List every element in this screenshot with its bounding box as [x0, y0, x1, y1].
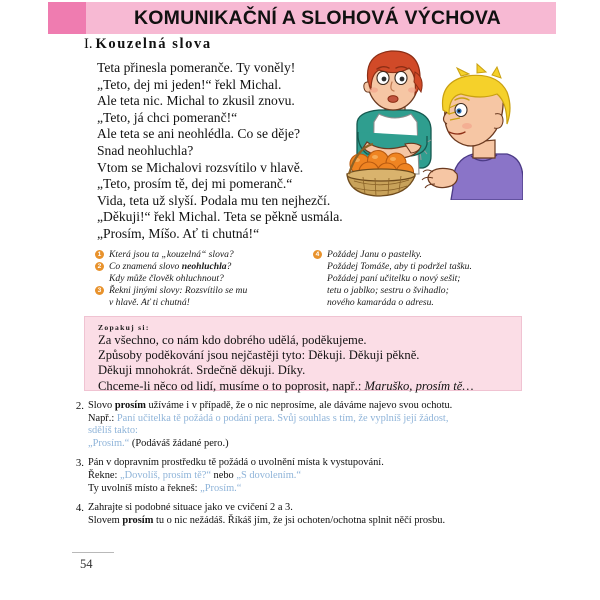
text-span: Pán v dopravním prostředku tě požádá o uvolnění místa k vystupování. [88, 457, 384, 469]
question-number-badge: 3 [95, 286, 104, 295]
question-line: nového kamaráda o adresu. [327, 297, 434, 308]
recap-body [98, 333, 521, 394]
question-column-right [313, 249, 525, 309]
exercise-line [88, 502, 540, 515]
emphasis-word: prosím [122, 514, 154, 526]
recap-label: Zopakuj si: [98, 323, 150, 332]
exercise-line [88, 413, 540, 426]
text-span: Např.: [88, 412, 117, 424]
text-span: Slovo [88, 400, 115, 411]
exercise-number: 4. [75, 502, 84, 515]
question-item [313, 249, 525, 309]
example-phrase: „Prosím.“ [88, 437, 130, 449]
question-item [95, 249, 313, 261]
recap-line: Chceme-li něco od lidí, musíme o to poprosit, např.: Maruško, prosím tě… [98, 378, 474, 393]
story-line: Teta přinesla pomeranče. Ty voněly! [97, 60, 296, 75]
text-span: Slovem [88, 514, 123, 526]
question-line: Která jsou ta „kouzelná“ slova? [109, 249, 234, 260]
exercise-list [70, 400, 540, 534]
exercise-line [88, 457, 540, 470]
exercise-line [88, 400, 540, 413]
question-line: Kdy může člověk ohluchnout? [109, 273, 224, 284]
text-span: tu o nic nežádáš. Říkáš jím, že jsi ochoten/ochotna splnit něčí prosbu. [153, 514, 446, 526]
recap-box [84, 316, 522, 391]
question-line: v hlavě. Ať ti chutná! [109, 297, 190, 308]
recap-example-phrase: Maruško, prosím tě… [364, 378, 474, 393]
story-line: Ale teta nic. Michal to zkusil znovu. [97, 93, 295, 109]
question-number-badge: 4 [313, 250, 322, 259]
exercise-number: 2. [75, 400, 84, 412]
question-item [95, 261, 313, 285]
banner-title: KOMUNIKAČNÍ A SLOHOVÁ VÝCHOVA [134, 6, 501, 29]
section-number: I. [84, 36, 93, 52]
example-phrase: Paní učitelka tě požádá o podání pera. Svůj souhlas s tím, že vyplníš její žádost, [116, 412, 449, 424]
exercise-line [88, 438, 540, 451]
text-span: Zahrajte si podobné situace jako ve cvičení 2 a 3. [88, 502, 293, 514]
story-line: Snad neohluchla? [97, 142, 194, 158]
question-item [95, 285, 313, 309]
story-line: Vida, teta už slyší. Podala mu ten nejhezčí. [97, 192, 331, 208]
example-phrase: „Prosím.“ [200, 482, 242, 494]
question-column-left [95, 249, 313, 309]
question-line: tetu o jablko; sestru o švihadlo; [327, 285, 449, 296]
exercise-line [88, 425, 540, 438]
story-line: Vtom se Michalovi rozsvítilo v hlavě. [97, 159, 304, 175]
question-list [95, 249, 525, 311]
exercise-number: 3. [75, 457, 84, 470]
text-span: nebo [210, 469, 237, 481]
question-number-badge: 2 [95, 262, 104, 271]
question-line: Požádej Janu o pastelky. [327, 249, 422, 260]
exercise-item [70, 400, 540, 450]
banner-color-swatch [48, 2, 86, 34]
exercise-line [88, 483, 540, 496]
story-line: „Prosím, Míšo. Ať ti chutná!“ [97, 225, 260, 241]
page-number: 54 [80, 557, 93, 571]
exercise-line [88, 515, 540, 528]
text-span: Řekne: [88, 469, 121, 481]
question-line: Co znamená slovo neohluchla? [109, 261, 232, 272]
exercise-line [88, 470, 540, 483]
header-banner [48, 2, 556, 34]
recap-line: Za všechno, co nám kdo dobrého udělá, poděkujeme. [98, 333, 367, 347]
recap-line: Způsoby poděkování jsou nejčastěji tyto: Děkuji. Děkuji pěkně. [98, 348, 420, 363]
text-span: užíváme i v případě, že o nic neprosíme, ale dáváme najevo svou ochotu. [145, 400, 453, 411]
question-number-badge: 1 [95, 250, 104, 259]
text-span: Ty uvolníš místo a řekneš: [88, 482, 201, 494]
example-phrase: „Dovolíš, prosím tě?“ [120, 469, 211, 481]
section-heading [84, 36, 212, 53]
story-line: „Teto, já chci pomeranč!“ [97, 109, 238, 125]
exercise-item [70, 457, 540, 495]
question-line: Požádej Tomáše, aby ti podržel tašku. [327, 261, 472, 272]
story-text [97, 60, 367, 243]
text-span: (Podáváš žádané pero.) [129, 437, 229, 449]
section-title: Kouzelná slova [95, 36, 212, 52]
question-line: Řekni jinými slovy: Rozsvítilo se mu [109, 285, 248, 296]
story-line: „Děkuji!“ řekl Michal. Teta se pěkně usmála. [97, 209, 343, 225]
example-phrase: „S dovolením.“ [236, 469, 301, 481]
question-line: Požádej paní učitelku o nový sešit; [327, 273, 461, 284]
example-phrase: sdělíš takto: [88, 425, 138, 437]
exercise-item [70, 502, 540, 527]
emphasis-word: prosím [114, 400, 146, 411]
story-line: „Teto, prosím tě, dej mi pomeranč.“ [97, 176, 293, 192]
story-line: „Teto, dej mi jeden!“ řekl Michal. [97, 76, 282, 92]
footer-divider [72, 552, 114, 553]
emphasis-word: neohluchla [181, 261, 227, 272]
story-line: Ale teta se ani neohlédla. Co se děje? [97, 126, 301, 142]
recap-line: Děkuji mnohokrát. Srdečně děkuji. Díky. [98, 363, 306, 378]
